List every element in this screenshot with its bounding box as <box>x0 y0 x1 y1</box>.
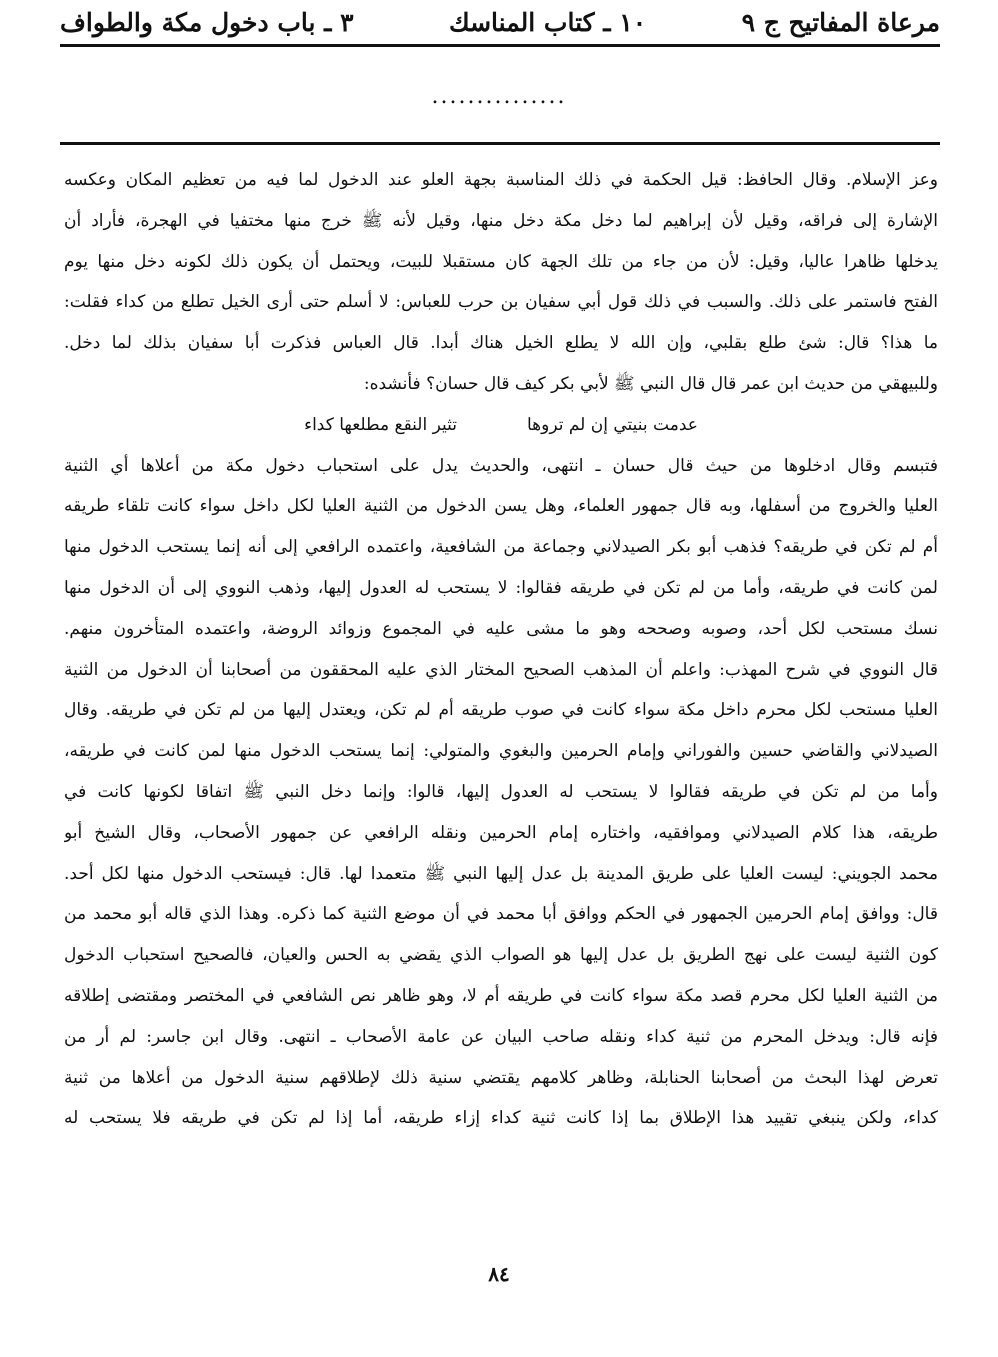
body-text <box>64 160 938 1139</box>
header-rule <box>60 44 940 47</box>
text-line: وأما من لم تكن في طريقه فقالوا لا يستحب له العدول إليها، قالوا: وإنما دخل النبي ﷺ اتفاقا لكونها كانت في <box>64 781 938 802</box>
text-line: كون الثنية ليست على نهج الطريق بل عدل إليها هو الصواب الذي يقضي به الحس والعيان، فالصحيح استحباب الدخول <box>64 945 938 966</box>
text-line: وللبيهقي من حديث ابن عمر قال قال النبي ﷺ لأبي بكر كيف قال حسان؟ فأنشده: <box>363 373 938 394</box>
text-line: طريقه، هذا كلام الصيدلاني وموافقيه، واختاره إمام الحرمين ونقله الرافعي عن جمهور الأصحاب، وقال الشيخ أبو <box>64 822 938 843</box>
verse-second-hemistich: تثير النقع مطلعها كداء <box>304 414 457 435</box>
text-line: محمد الجويني: ليست العليا على طريق المدينة بل عدل إليها النبي ﷺ متعمدا لها. قال: فيستحب الدخول منها لكل أحد. <box>64 863 938 884</box>
text-line: ما هذا؟ قال: شئ طلع بقلبي، وإن الله لا يطلع الخيل هناك أبدا. قال العباس فذكرت أبا سفيان بذلك لما دخل. <box>64 333 938 354</box>
text-line: فإنه قال: ويدخل المحرم من ثنية كداء ونقله صاحب البيان عن عامة الأصحاب ـ انتهى. وقال ابن جاسر: لم أر من <box>64 1026 938 1047</box>
text-line: فتبسم وقال ادخلوها من حيث قال حسان ـ انتهى، والحديث يدل على استحباب دخول مكة من أعلاها أي الثنية <box>64 455 938 476</box>
text-line: نسك مستحب لكل أحد، وصوبه وصححه وهو ما مشى عليه في المجموع وزوائد الروضة، واعتمده المتأخرون منهم. <box>64 618 938 639</box>
text-line: الإشارة إلى فراقه، وقيل لأن إبراهيم لما دخل مكة دخل منها، وقيل لأنه ﷺ خرج منها مختفيا في الهجرة، فأراد أن <box>64 210 938 231</box>
dotted-separator: ............... <box>431 84 567 109</box>
text-line: الفتح فاستمر على ذلك. والسبب في ذلك قول أبي سفيان بن حرب للعباس: لا أسلم حتى أرى الخيل تطلع من كداء فقلت: <box>64 292 938 313</box>
text-line: أم لم تكن في طريقه؟ فذهب أبو بكر الصيدلاني وجماعة من الشافعية، واعتمده الرافعي إلى أنه إنما يستحب الدخول منها <box>64 537 938 558</box>
text-line: تعرض لهذا البحث من أصحابنا الحنابلة، وظاهر كلامهم يقتضي سنية ذلك لإطلاقهم سنية الدخول من أعلاها من ثنية <box>64 1067 938 1088</box>
section-rule <box>60 142 940 145</box>
text-line: قال: ووافق إمام الحرمين الجمهور في الحكم ووافق أبا محمد في أن موضع الثنية كما ذكره. وهذا الذي قاله أبو محمد من <box>64 904 938 925</box>
text-line: من الثنية العليا لكل محرم قصد مكة سواء كانت في طريقه أم لا، وهو ظاهر نص الشافعي في المختصر ومقتضى إطلاقه <box>64 985 938 1006</box>
header-section: ٣ ـ باب دخول مكة والطواف <box>60 7 354 37</box>
text-line: العليا مستحب لكل محرم داخل مكة سواء كانت في صوب طريقه أم لم تكن، ويعتدل إليها من لم تكن في طريقه. وقال <box>64 700 938 721</box>
header-book-title: مرعاة المفاتيح ج ٩ <box>741 7 940 37</box>
header-chapter: ١٠ ـ كتاب المناسك <box>449 7 647 37</box>
page-number: ٨٤ <box>488 1262 510 1286</box>
text-line: الصيدلاني والقاضي حسين والفوراني وإمام الحرمين والبغوي والمتولي: إنما يستحب الدخول منها لمن كانت في طريقه، <box>64 741 938 762</box>
text-line: كداء، ولكن ينبغي تقييد هذا الإطلاق بما إذا كانت ثنية كداء إزاء طريقه، أما إذا لم تكن في طريقه فلا يستحب له <box>64 1108 938 1129</box>
text-line: يدخلها ظاهرا عاليا، وقيل: لأن من جاء من تلك الجهة كان مستقبلا للبيت، ويحتمل أن يكون ذلك لكونه دخل منها يوم <box>64 251 938 272</box>
text-line: قال النووي في شرح المهذب: واعلم أن المذهب الصحيح المختار الذي عليه المحققون من أصحابنا أن الدخول من الثنية <box>64 659 938 680</box>
text-line: وعز الإسلام. وقال الحافظ: قيل الحكمة في ذلك المناسبة بجهة العلو عند الدخول لما فيه من تعظيم المكان وعكسه <box>64 170 938 190</box>
running-header <box>60 2 940 42</box>
verse-first-hemistich: عدمت بنيتي إن لم تروها <box>526 414 698 435</box>
poetry-verse <box>64 405 938 446</box>
text-line: العليا والخروج من أسفلها، وبه قال جمهور العلماء، وهل يسن الدخول من الثنية العليا لكل داخل سواء كانت تلقاء طريقه <box>64 496 938 517</box>
text-line: لمن كانت في طريقه، وأما من لم تكن في طريقه فقالوا: لا يستحب له العدول إليها، وذهب النووي إلى أن الدخول منها <box>64 577 938 598</box>
